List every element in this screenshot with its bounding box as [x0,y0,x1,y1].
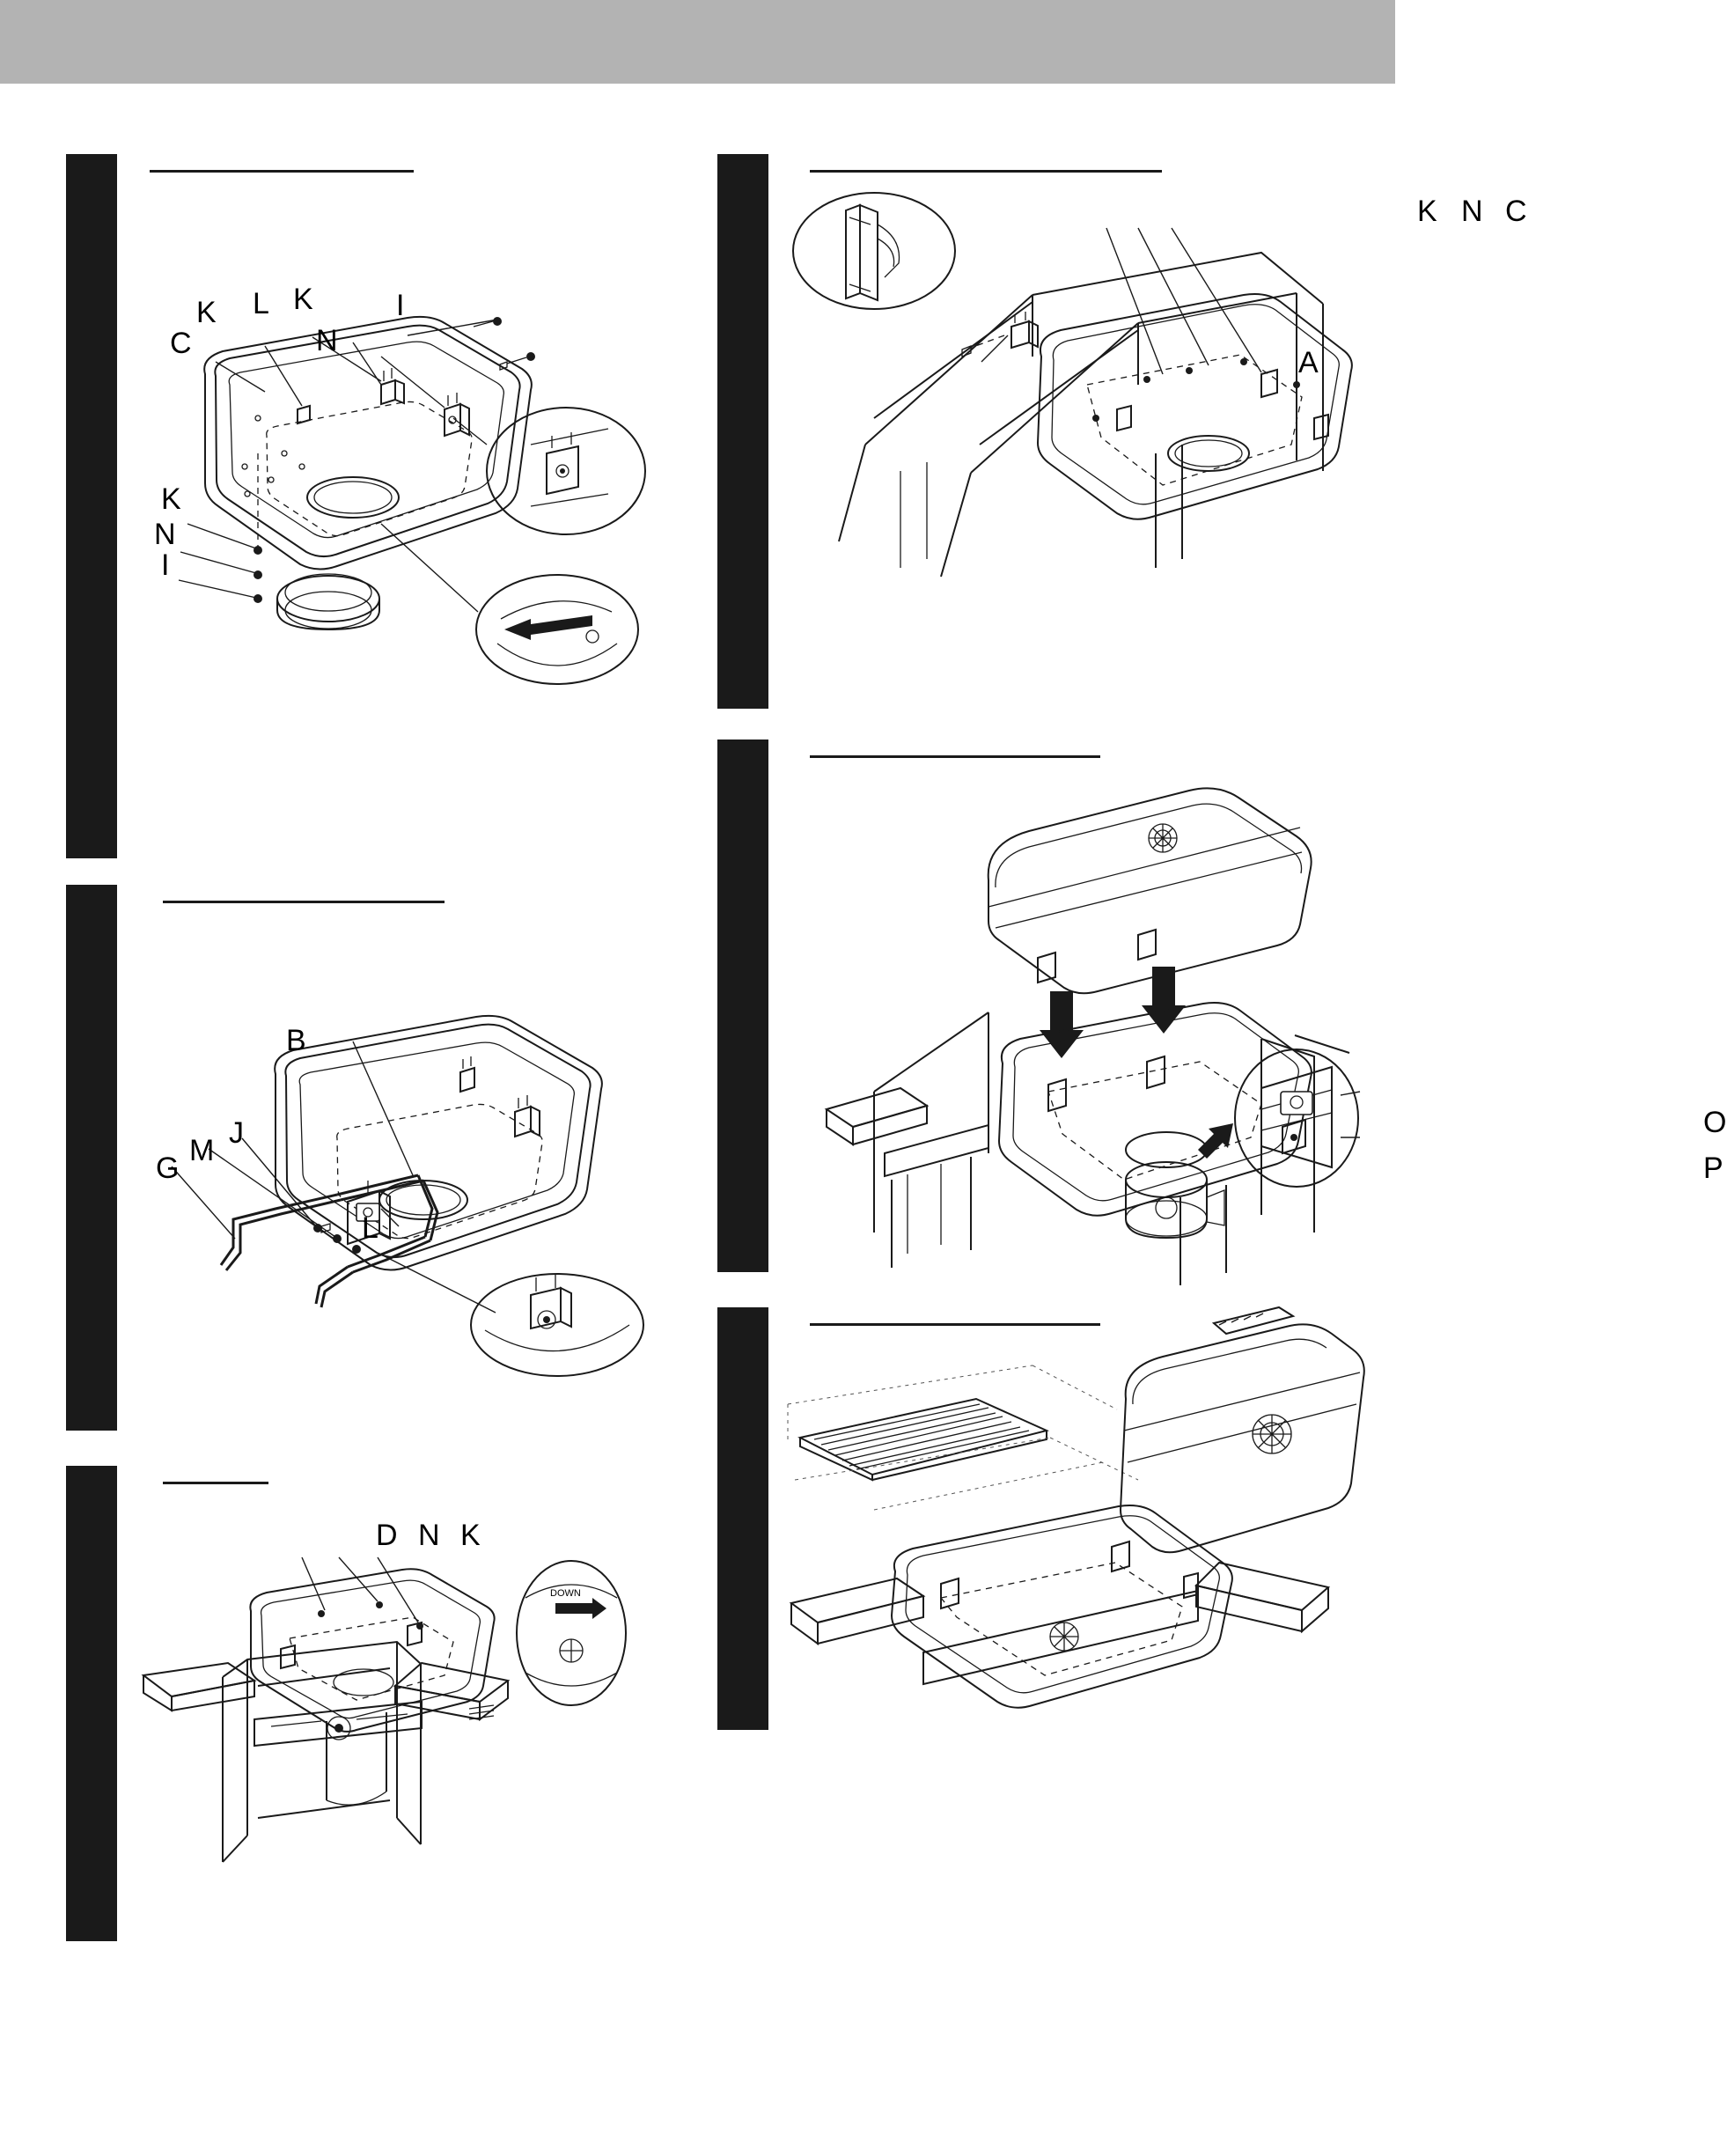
down-arrows [1040,967,1186,1058]
step-3-svg [117,1466,698,1932]
cart-frame-4 [839,253,1323,577]
callout-k-4r: K [1417,195,1438,228]
callout-p-5: P [1703,1152,1724,1185]
bracket-detail-bubble [487,408,645,534]
callout-b-2: B [286,1024,307,1057]
grease-cup [1126,1162,1224,1238]
bowl-6 [791,1505,1328,1708]
screws-step2 [313,1224,361,1254]
step-2-bar [66,885,117,1431]
down-arrow-detail-bubble [517,1561,626,1705]
bowl-on-cart-4 [1038,294,1352,519]
step-5 [717,740,1727,1285]
callout-k-3: K [161,482,182,516]
step-2 [66,885,700,1431]
rim-bracket-b [460,1056,474,1092]
bracket-right [445,393,469,436]
step-4 [717,154,1528,726]
collar-part [277,574,379,629]
callout-d-3: D [376,1519,399,1552]
bowl-on-cart-5 [999,1003,1312,1216]
cooking-grate [800,1399,1047,1480]
callout-k-1: K [196,296,217,329]
step-5-bar [717,740,768,1272]
callout-n-4r: N [1461,195,1484,228]
callout-a-4r: A [1298,346,1319,379]
bracket-top [381,368,404,404]
step-6-svg [768,1307,1367,1721]
hinge-detail-bubble [793,193,955,309]
lid-open [1121,1307,1364,1552]
step-6 [717,1307,1351,1748]
callout-l-2: L [362,1211,379,1245]
page-header-banner-inner [0,0,1395,84]
screw-bottom-3 [254,594,262,603]
step-1-svg [117,154,698,832]
callout-o-5: O [1703,1106,1727,1139]
callout-g-2: G [156,1152,180,1185]
step-6-bar [717,1307,768,1730]
step-3 [66,1466,700,1959]
step-3-illustration [117,1466,698,1932]
step-1 [66,154,700,850]
callout-l-1: L [253,287,270,320]
callout-j-2: J [229,1116,245,1150]
step-5-svg [768,740,1367,1268]
step-6-illustration [768,1307,1367,1721]
lid-part [988,788,1312,993]
step-3-bar [66,1466,117,1941]
callout-c-4r: C [1505,195,1528,228]
callout-n-3: N [418,1519,441,1552]
callout-i-2: I [161,548,170,582]
knob-detail-bubble [1235,1049,1358,1187]
step-4-bar [717,154,768,709]
bowl-body [204,317,532,570]
callout-n-2: N [154,518,177,551]
callout-i-1: I [396,289,405,322]
hinge-part-a [962,312,1038,357]
callout-n-1: N [316,324,339,357]
callout-k-4: K [460,1519,481,1552]
rim-bracket-a [515,1095,540,1137]
step-4-illustration [768,154,1367,700]
step-1-illustration [117,154,698,832]
latch-detail-bubble [471,1274,643,1376]
callout-m-2: M [189,1134,215,1167]
callout-k-2: K [293,283,314,316]
rotate-arrow-detail-bubble [476,575,638,684]
svg-text:DOWN: DOWN [550,1588,581,1599]
callout-c-1: C [170,327,193,360]
handle-rod [221,1175,437,1307]
step-1-bar [66,154,117,858]
step-4-svg [768,154,1367,700]
page-header-banner [0,0,1395,84]
screw-bottom-2 [254,570,262,579]
step-5-illustration [768,740,1367,1268]
bracket-left [298,406,310,423]
